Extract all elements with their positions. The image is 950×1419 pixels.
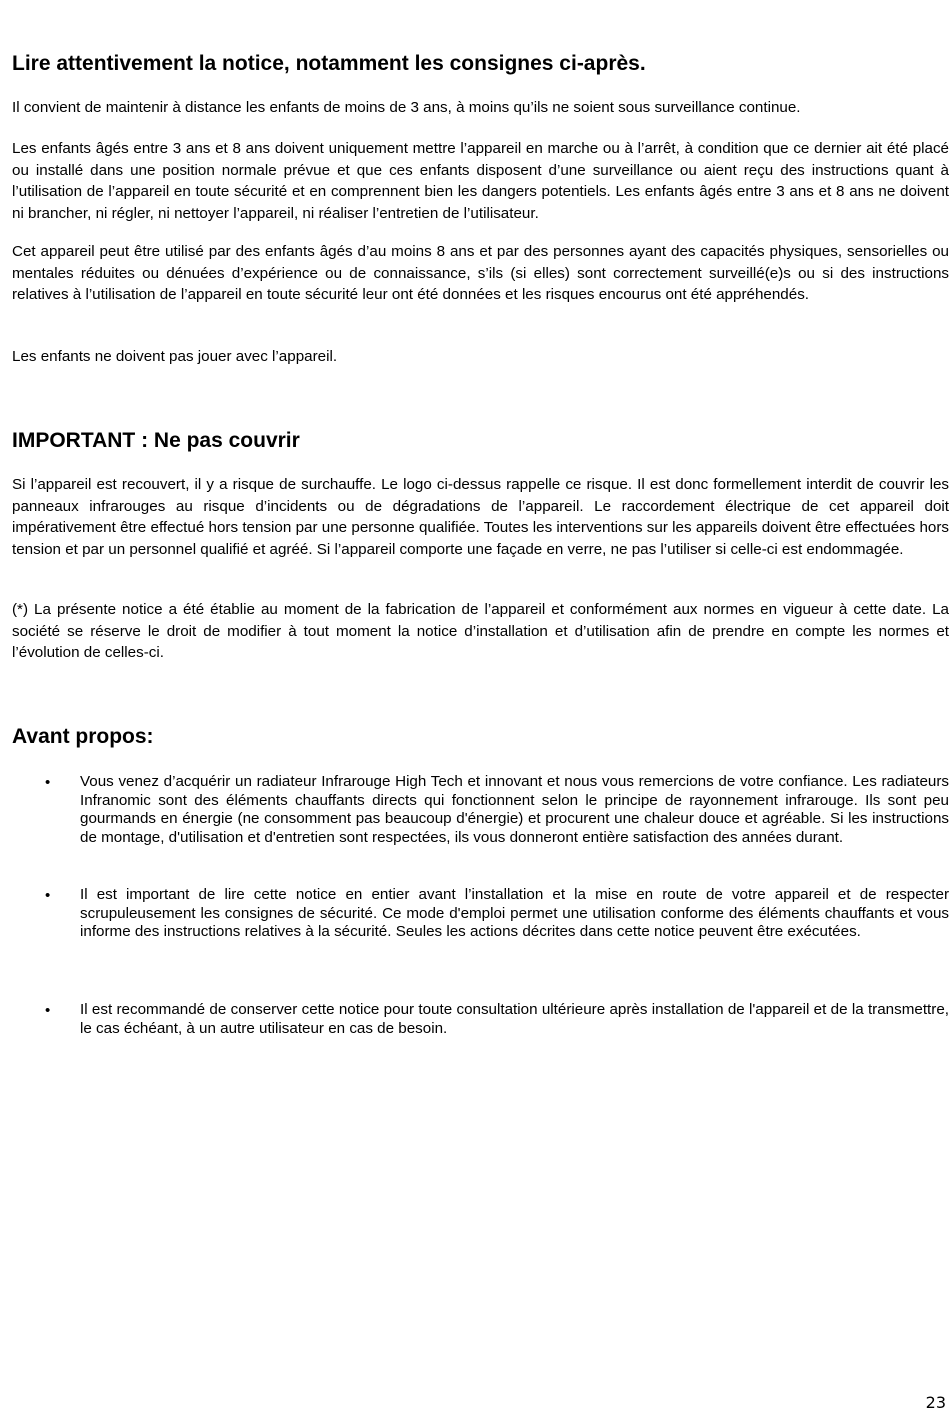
heading-read-instructions: Lire attentivement la notice, notamment les consignes ci-après. [12,52,646,75]
paragraph-children-3-to-8: Les enfants âgés entre 3 ans et 8 ans doivent uniquement mettre l’appareil en marche ou à l’arrêt, à condition que ce dernier ait été placé ou installé dans une position normale prévue et que ces enfants disposent d’une surveillance ou aient reçu des instructions quant à l’utilisation de l’appareil en toute sécurité et en comprennent bien les dangers potentiels. Les enfants âgés entre 3 ans et 8 ans ne doivent ni brancher, ni régler, ni nettoyer l’appareil, ni réaliser l’entretien de l’utilisateur. [12,140,949,222]
bullet-icon: • [45,774,51,791]
paragraph-overheating-risk: Si l’appareil est recouvert, il y a risque de surchauffe. Le logo ci-dessus rappelle ce risque. Il est donc formellement interdit de couvrir les panneaux infrarouges au risque d’incidents ou de dégradations de l’appareil. Le raccordement électrique de cet appareil doit impérativement être effectué hors tension par une personne qualifiée. Toutes les interventions sur les appareils doivent être effectuées hors tension et par un personnel qualifié et agréé. Si l’appareil comporte une façade en verre, ne pas l’utiliser si celle-ci est endommagée. [12,476,949,558]
paragraph-children-play: Les enfants ne doivent pas jouer avec l’appareil. [12,348,338,365]
bullet-icon: • [45,887,51,904]
paragraph-notice-disclaimer: (*) La présente notice a été établie au moment de la fabrication de l’appareil et conformément aux normes en vigueur à cette date. La société se réserve le droit de modifier à tout moment la notice d’installation et d’utilisation afin de prendre en compte les normes et l’évolution de celles-ci. [12,601,949,661]
list-item [12,886,949,942]
list-item-text: Vous venez d’acquérir un radiateur Infrarouge High Tech et innovant et nous vous remercions de votre confiance. Les radiateurs Infranomic sont des éléments chauffants directs qui fonctionnent selon le principe de rayonnement infrarouge. Ils sont peu gourmands en énergie (ne consomment pas beaucoup d'énergie) et procurent une chaleur douce et agréable. Si les instructions de montage, d'utilisation et d'entretien sont respectées, ils vous donneront entière satisfaction des années durant. [80,773,949,846]
paragraph-reduced-capacities: Cet appareil peut être utilisé par des enfants âgés d’au moins 8 ans et par des personnes ayant des capacités physiques, sensorielles ou mentales réduites ou dénuées d’expérience ou de connaissance, s’ils (si elles) sont correctement surveillé(e)s ou si des instructions relatives à l’utilisation de l’appareil en toute sécurité leur ont été données et les risques encourus ont été appréhendés. [12,243,949,303]
list-item [12,773,949,847]
list-item-text: Il est recommandé de conserver cette notice pour toute consultation ultérieure après installation de l'appareil et de la transmettre, le cas échéant, à un autre utilisateur en cas de besoin. [80,1001,949,1037]
bullet-icon: • [45,1002,51,1019]
page-number: 23 [925,1393,946,1412]
paragraph-children-under-3: Il convient de maintenir à distance les enfants de moins de 3 ans, à moins qu’ils ne soient sous surveillance continue. [12,99,801,116]
list-item [12,1001,949,1038]
list-item-text: Il est important de lire cette notice en entier avant l’installation et la mise en route de votre appareil et de respecter scrupuleusement les consignes de sécurité. Ce mode d'emploi permet une utilisation conforme des éléments chauffants et vous informe des instructions relatives à la sécurité. Seules les actions décrites dans cette notice peuvent être exécutées. [80,886,949,941]
heading-foreword: Avant propos: [12,725,154,748]
heading-do-not-cover: IMPORTANT : Ne pas couvrir [12,429,300,452]
